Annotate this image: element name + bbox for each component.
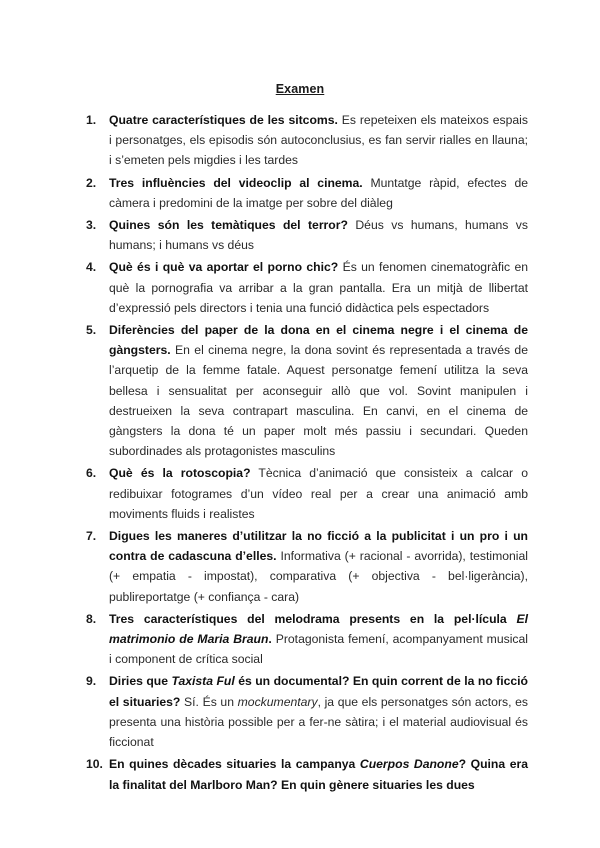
item-number: 9. (86, 674, 97, 689)
page-title: Examen (275, 82, 325, 96)
item-number: 2. (86, 175, 97, 190)
question-text: Què és i què va aportar el porno chic? (109, 260, 339, 275)
question-text-start: En quines dècades situaries la campanya (109, 757, 360, 772)
question-text-start: Tres característiques del melodrama presents en la pel·lícula (109, 611, 517, 626)
question-text: Què és la rotoscopia? (109, 466, 251, 481)
answer-text: Informativa (+ racional - avorrida), testimonial (+ empatia - impostat), comparativa (+ objectiva - bel·ligerància), publireportatge (+ confiança - cara) (109, 549, 528, 604)
list-item (86, 526, 528, 607)
question-text: Digues les maneres d’utilitzar la no ficció a la publicitat i un pro i un contra de cadascuna d’elles. (109, 529, 528, 564)
genre-term: mockumentary (237, 694, 318, 709)
item-number: 6. (86, 466, 97, 481)
question-text: Quatre característiques de les sitcoms. (109, 113, 338, 127)
list-item (86, 463, 528, 524)
item-number: 1. (86, 113, 97, 127)
item-number: 7. (86, 529, 97, 544)
list-item (86, 320, 528, 461)
answer-text: Muntatge ràpid, efectes de càmera i predomini de la imatge per sobre del diàleg (109, 175, 529, 210)
list-item (86, 257, 528, 318)
list-item (86, 173, 528, 213)
answer-text-start: Sí. És un (180, 694, 238, 709)
answer-text: Protagonista femení, acompanyament musical i component de crítica social (109, 632, 528, 667)
question-text-end: ? Quina era la finalitat del Marlboro Man? En quin gènere situaries les dues (109, 757, 528, 792)
question-text (109, 757, 528, 791)
answer-text-end: , ja que els personatges són actors, es presenta una història possible per a fer-ne sàtira; i el material audiovisual és ficcionat (109, 694, 528, 750)
film-title: Taxista Ful (171, 674, 235, 689)
campaign-title: Cuerpos Danone (359, 757, 459, 772)
item-number: 10. (86, 757, 103, 772)
item-number: 8. (86, 611, 97, 626)
list-item (86, 110, 528, 171)
item-number: 3. (86, 218, 97, 233)
question-list (86, 110, 528, 797)
question-text-end: . (268, 632, 272, 647)
question-text: Tres influències del videoclip al cinema. (109, 175, 363, 190)
list-item (86, 215, 528, 255)
answer-text: És un fenomen cinematogràfic en què la pornografia va arribar a la gran pantalla. Era un mitjà de llibertat d’expressió pels directors i tenia una funció didàctica pels espectadors (109, 260, 529, 315)
answer-text: Déus vs humans, humans vs humans; i humans vs déus (109, 218, 528, 253)
film-title: El matrimonio de Maria Braun (109, 611, 528, 647)
answer-text: En el cinema negre, la dona sovint és representada a través de l’arquetip de la femme fatale. Aquest personatge femení utilitza la seva bellesa i sensualitat per aconseguir allò que vol. Sovint manipulen i destrueixen la seva contrapart masculina. En canvi, en el cinema de gàngsters la dona té un paper molt més passiu i secundari. Queden subordinades als protagonistes masculins (109, 343, 528, 459)
answer-text: Es repeteixen els mateixos espais i personatges, els episodis són autoconclusius, es fan servir rialles en llauna; i s’emeten pels migdies i les tardes (109, 113, 528, 168)
question-text-start: Diries que (109, 674, 172, 689)
question-text-end: és un documental? En quin corrent de la no ficció el situaries? (109, 674, 528, 709)
item-number: 5. (86, 323, 97, 338)
question-text: Diferències del paper de la dona en el cinema negre i el cinema de gàngsters. (109, 323, 528, 358)
list-item (86, 609, 528, 670)
question-text: Quines són les temàtiques del terror? (109, 218, 348, 233)
list-item (86, 754, 528, 794)
answer-text: Tècnica d’animació que consisteix a calcar o redibuixar fotogrames d’un vídeo real per a crear una animació amb moviments fluids i realistes (109, 466, 528, 521)
list-item (86, 671, 528, 752)
item-number: 4. (86, 260, 97, 275)
